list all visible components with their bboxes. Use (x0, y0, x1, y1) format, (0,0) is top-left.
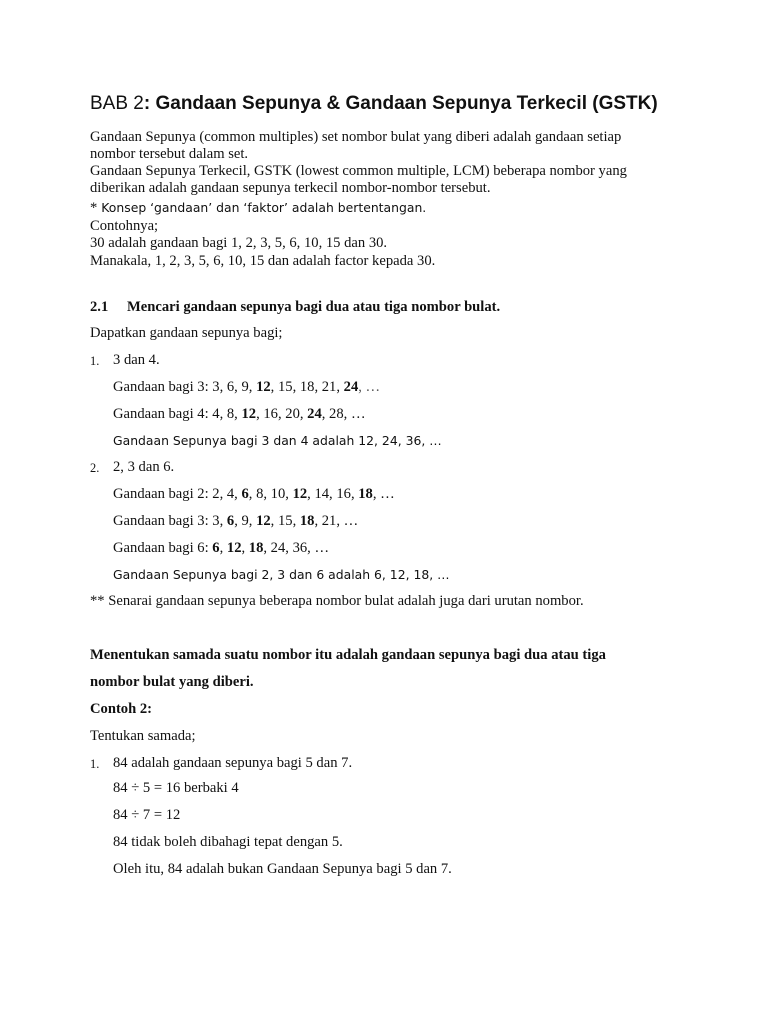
example-intro-line-1: 30 adalah gandaan bagi 1, 2, 3, 5, 6, 10, 15 dan 30. (90, 235, 388, 251)
intro-line-2: nombor tersebut dalam set. (90, 146, 249, 162)
determine-instruction: Tentukan samada; (90, 728, 196, 744)
example-item-number: 1. (90, 757, 100, 771)
step-4-conclusion: Oleh itu, 84 adalah bukan Gandaan Sepunya bagi 5 dan 7. (113, 861, 452, 877)
note-star: * (90, 200, 98, 216)
concept-note (90, 199, 426, 217)
example-intro-line-2: Manakala, 1, 2, 3, 5, 6, 10, 15 dan adalah factor kepada 30. (90, 253, 436, 269)
step-1: 84 ÷ 5 = 16 berbaki 4 (113, 780, 239, 796)
intro-line-4: diberikan adalah gandaan sepunya terkecil nombor-nombor tersebut. (90, 180, 491, 196)
q2-label: 2, 3 dan 6. (113, 459, 175, 475)
intro-line-1: Gandaan Sepunya (common multiples) set nombor bulat yang diberi adalah gandaan setiap (90, 129, 622, 145)
page-title (90, 93, 658, 115)
section-number: 2.1 (90, 299, 109, 315)
chapter-title: : Gandaan Sepunya & Gandaan Sepunya Terkecil (GSTK) (143, 93, 658, 114)
q1-number: 1. (90, 354, 100, 368)
q1-label: 3 dan 4. (113, 352, 160, 368)
determine-heading-line-2: nombor bulat yang diberi. (90, 674, 254, 690)
section-title: Mencari gandaan sepunya bagi dua atau tiga nombor bulat. (127, 299, 501, 315)
q1-multiples-3: Gandaan bagi 3: 3, 6, 9, 12, 15, 18, 21, 24, … (113, 379, 381, 395)
q2-number: 2. (90, 461, 100, 475)
step-3: 84 tidak boleh dibahagi tepat dengan 5. (113, 834, 343, 850)
q2-common-multiples: Gandaan Sepunya bagi 2, 3 dan 6 adalah 6, 12, 18, … (113, 567, 450, 582)
footnote: ** Senarai gandaan sepunya beberapa nombor bulat adalah juga dari urutan nombor. (90, 593, 584, 609)
example-item-label: 84 adalah gandaan sepunya bagi 5 dan 7. (113, 755, 353, 771)
q1-common-multiples: Gandaan Sepunya bagi 3 dan 4 adalah 12, 24, 36, … (113, 433, 442, 448)
note-text: Konsep ‘gandaan’ dan ‘faktor’ adalah bertentangan. (101, 200, 427, 215)
chapter-prefix: BAB 2 (90, 93, 144, 114)
intro-line-3: Gandaan Sepunya Terkecil, GSTK (lowest common multiple, LCM) beberapa nombor yang (90, 163, 627, 179)
q2-multiples-2: Gandaan bagi 2: 2, 4, 6, 8, 10, 12, 14, 16, 18, … (113, 486, 395, 502)
determine-heading-line-1: Menentukan samada suatu nombor itu adalah gandaan sepunya bagi dua atau tiga (90, 647, 606, 663)
q1-multiples-4: Gandaan bagi 4: 4, 8, 12, 16, 20, 24, 28, … (113, 406, 366, 422)
instruction: Dapatkan gandaan sepunya bagi; (90, 325, 283, 341)
q2-multiples-6: Gandaan bagi 6: 6, 12, 18, 24, 36, … (113, 540, 330, 556)
example-intro-label: Contohnya; (90, 218, 159, 234)
example-2-heading: Contoh 2: (90, 701, 153, 717)
step-2: 84 ÷ 7 = 12 (113, 807, 181, 823)
q2-multiples-3: Gandaan bagi 3: 3, 6, 9, 12, 15, 18, 21, … (113, 513, 359, 529)
